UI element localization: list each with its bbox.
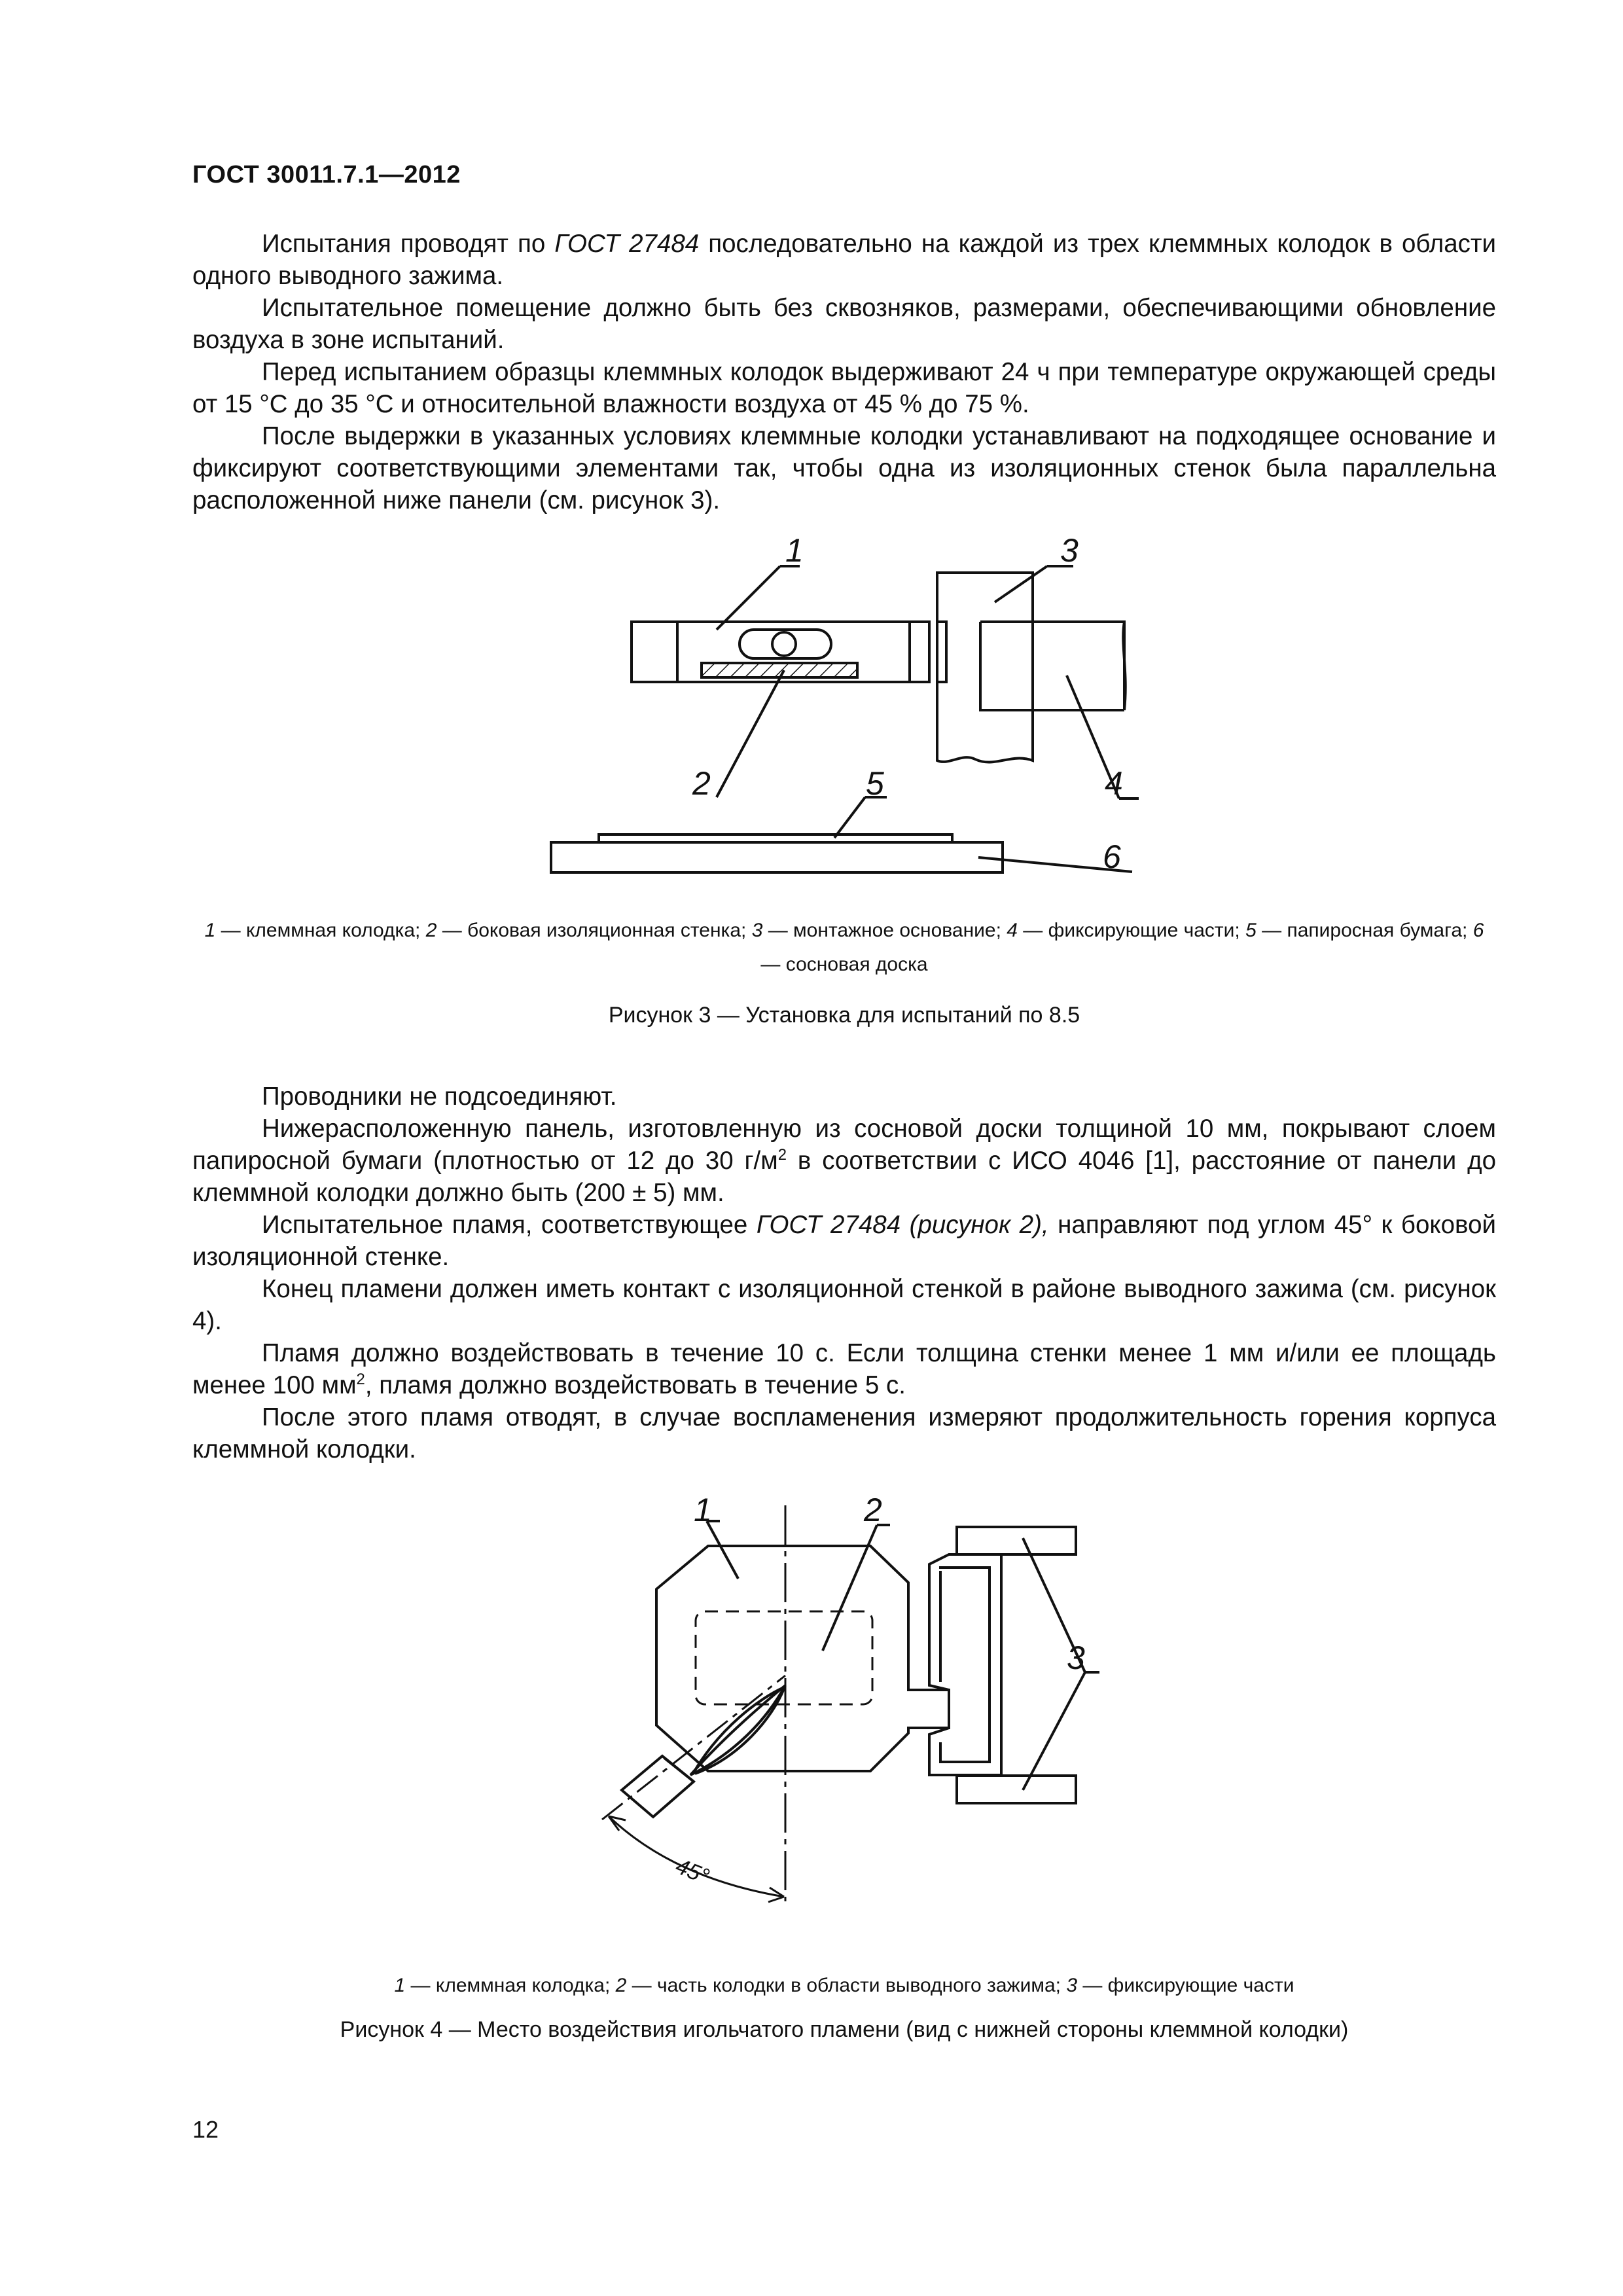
reference-gost-27484-fig2: ГОСТ 27484 (рисунок 2), (756, 1211, 1049, 1239)
paragraph-1: Испытания проводят по ГОСТ 27484 последовательно на каждой из трех клеммных колодок в области одного выводного зажима. (192, 230, 1497, 290)
fig3-label-4: 4 (1105, 765, 1123, 802)
paper-shape (599, 834, 952, 842)
paragraph-4: После выдержки в указанных условиях клеммные колодки устанавливают на подходящее основание и фиксируют соответствующими элементами так, чтобы одна из изоляционных стенок была параллельна расположенной ниже панели (см. рисунок 3). (192, 422, 1496, 514)
text-block-top (192, 228, 1496, 516)
fig3-label-2: 2 (692, 765, 711, 802)
fixing-part-shape (980, 622, 1124, 710)
reference-gost-27484: ГОСТ 27484 (554, 230, 700, 258)
paragraph-5: Проводники не подсоединяют. (262, 1083, 617, 1111)
paragraph-3: Перед испытанием образцы клеммных колодок выдерживают 24 ч при температуре окружающей среды от 15 °С до 35 °С и относительной влажности воздуха от 45 % до 75 %. (192, 358, 1496, 418)
page-number: 12 (192, 2116, 219, 2143)
paragraph-7: Испытательное пламя, соответствующее ГОСТ 27484 (рисунок 2), направляют под углом 45° к боковой изоляционной стенке. (192, 1211, 1496, 1271)
figure-3-caption: Рисунок 3 — Установка для испытаний по 8.5 (608, 1003, 1080, 1028)
fig3-label-1: 1 (785, 532, 804, 569)
fig4-label-2: 2 (864, 1492, 882, 1528)
fixing-part-bottom-shape (957, 1776, 1076, 1803)
burner-shape (622, 1756, 694, 1817)
paragraph-9: Пламя должно воздействовать в течение 10 с. Если толщина стенки менее 1 мм и/или ее площадь менее 100 $мм^2$, пламя должно воздействовать в течение 5 с. (192, 1339, 1496, 1399)
pine-board-shape (551, 842, 1003, 872)
fig4-label-3: 3 (1067, 1640, 1085, 1676)
paragraph-8: Конец пламени должен иметь контакт с изоляционной стенкой в районе выводного зажима (см. рисунок 4). (192, 1275, 1496, 1335)
fig3-label-6: 6 (1103, 838, 1121, 875)
fig4-label-1: 1 (694, 1492, 712, 1528)
fig4-angle-label: 45° (672, 1854, 713, 1890)
page-header: ГОСТ 30011.7.1—2012 (192, 161, 461, 188)
figure-4-legend: 1 — клеммная колодка; 2 — часть колодки в области выводного зажима; 3 — фиксирующие части (394, 1975, 1294, 1996)
terminal-block-body-shape (656, 1546, 949, 1771)
paragraph-10: После этого пламя отводят, в случае воспламенения измеряют продолжительность горения корпуса клеммной колодки. (192, 1403, 1496, 1463)
side-wall-shape (702, 663, 857, 677)
rail-shape (929, 1554, 1001, 1775)
figure-4-caption: Рисунок 4 — Место воздействия игольчатого пламени (вид с нижней стороны клеммной колодки) (340, 2017, 1349, 2042)
figure-3-legend: 1 — клеммная колодка; 2 — боковая изоляционная стенка; 3 — монтажное основание; 4 — фиксирующие части; 5 — папиросная бумага; 6 — сосновая доска (204, 920, 1484, 975)
fixing-part-top-shape (957, 1527, 1076, 1554)
fig3-label-5: 5 (866, 765, 884, 802)
text-block-middle (192, 1081, 1496, 1465)
fig3-label-3: 3 (1060, 532, 1079, 569)
slot-shape (740, 630, 831, 658)
flame-shape (690, 1685, 785, 1775)
mounting-base-shape (937, 573, 1033, 762)
paragraph-6: Нижерасположенную панель, изготовленную из сосновой доски толщиной 10 мм, покрывают слоем папиросной бумаги (плотностью от 12 до 30 $г/м^2$ в соответствии с ИСО 4046 [1], расстояние от панели до клеммной колодки должно быть (200 ± 5) мм. (192, 1115, 1496, 1207)
terminal-area-shape (696, 1611, 872, 1704)
paragraph-2: Испытательное помещение должно быть без сквозняков, размерами, обеспечивающими обновление воздуха в зоне испытаний. (192, 294, 1496, 354)
terminal-block-shape (632, 622, 929, 682)
screw-shape (772, 632, 796, 656)
